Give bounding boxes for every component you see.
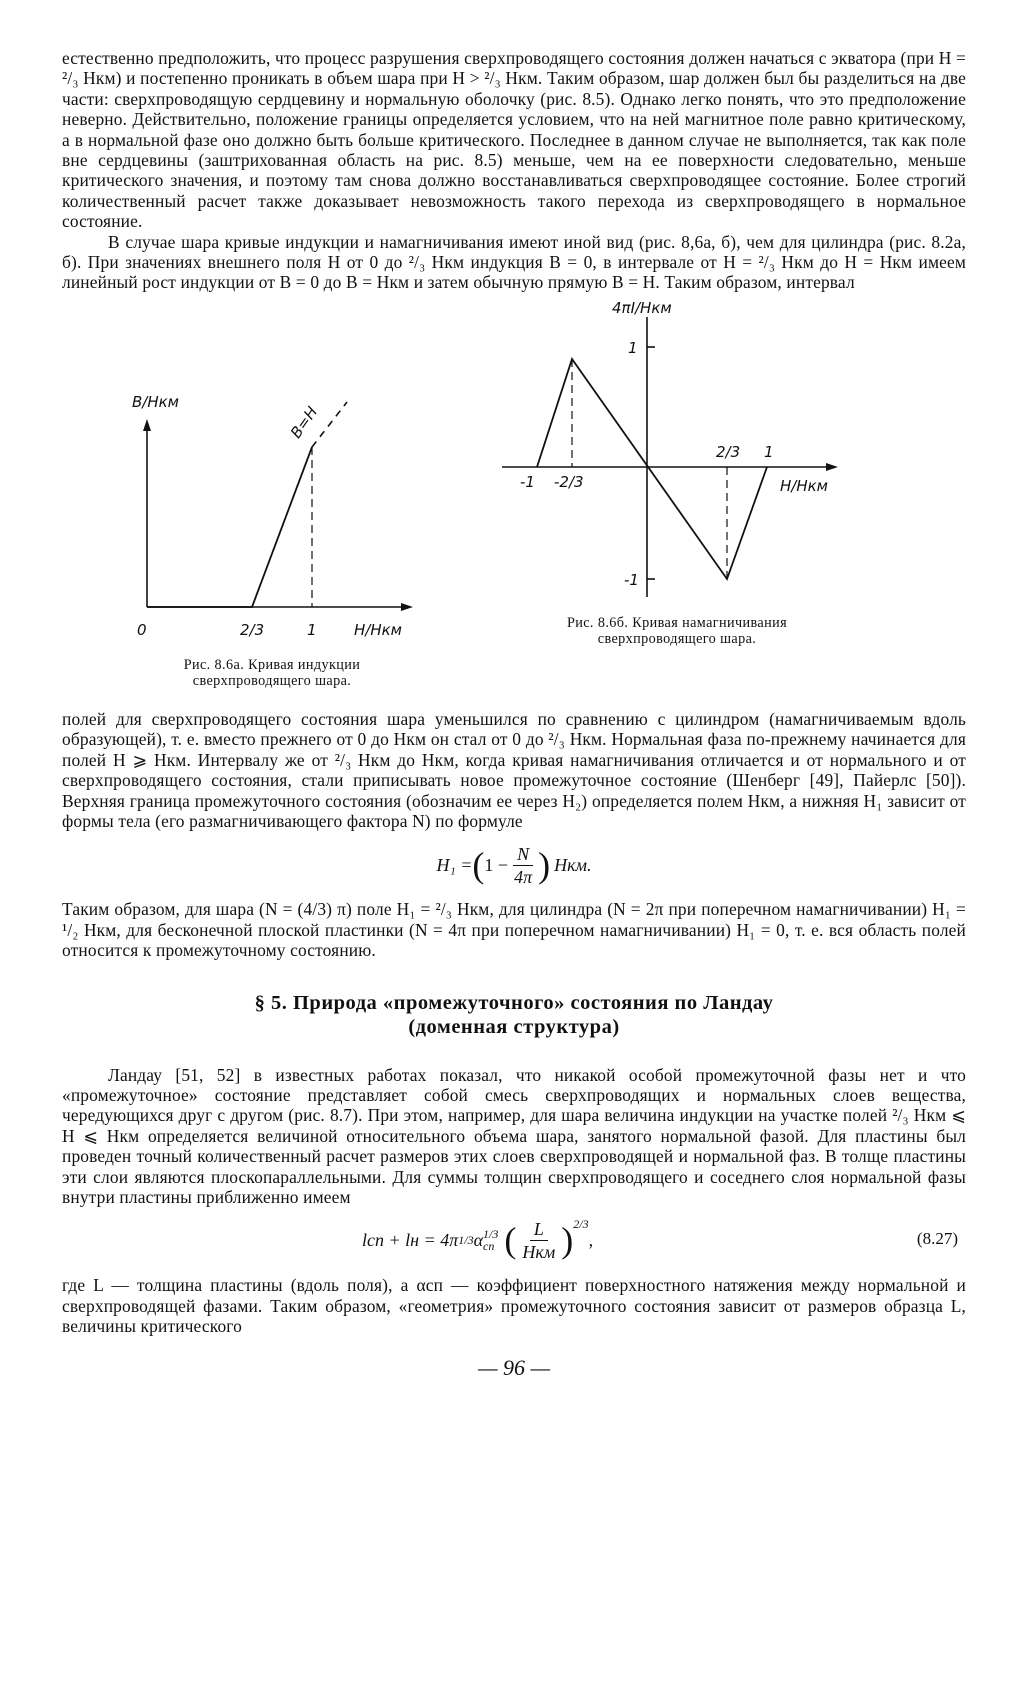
figure-8-6b: [492, 297, 862, 647]
caption-8-6b-line2: сверхпроводящего шара.: [597, 630, 757, 647]
formula-rhs: Hкм.: [554, 854, 592, 875]
line-label: B=H: [286, 403, 322, 442]
tick-2-3: 2/3: [240, 620, 265, 639]
eq-fraction: [518, 1218, 559, 1263]
x-axis-arrow: [826, 463, 838, 471]
formula-one: 1 −: [484, 854, 509, 875]
tick-1: 1: [307, 620, 317, 639]
y-axis-label: 4πI/Hкм: [612, 298, 672, 317]
formula-lhs: H₁ =: [436, 854, 473, 875]
paragraph-6: где L — толщина пластины (вдоль поля), а αсп — коэффициент поверхностного натяжения между нормальной и сверхпроводящей фазами. Таким образом, «геометрия» промежуточного состояния зависит от размеров образца L, величины критического: [62, 1275, 966, 1337]
eq-alpha-sub: сп: [483, 1239, 495, 1254]
section-title-line2: (доменная структура): [408, 1015, 620, 1038]
tick-xm23: -2/3: [554, 472, 584, 491]
eq-tail: ,: [588, 1229, 594, 1250]
tick-xm1: -1: [520, 472, 535, 491]
eq-alpha-power: 1/3: [483, 1227, 499, 1242]
tick-x1: 1: [764, 442, 774, 461]
magnetization-curve-chart: [492, 297, 862, 657]
section-title-line1: § 5. Природа «промежуточного» состояния по Ландау: [254, 991, 774, 1014]
tick-x23: 2/3: [716, 442, 741, 461]
page: [62, 48, 966, 1381]
tick-ym1: -1: [624, 570, 639, 589]
x-axis-label: H/Hкм: [354, 620, 402, 639]
caption-8-6a-line2: сверхпроводящего шара.: [192, 672, 352, 689]
formula-fraction: [510, 843, 536, 888]
eq-lhs: lсп + lн = 4π: [362, 1229, 459, 1250]
eq-paren-close: ): [561, 1220, 574, 1261]
eq-outer-power: 2/3: [573, 1217, 589, 1232]
caption-8-6b-line1: Рис. 8.6б. Кривая намагничивания: [566, 614, 788, 631]
paragraph-3: полей для сверхпроводящего состояния шара уменьшился по сравнению с цилиндром (намагничиваемым вдоль образующей), т. е. вместо прежнего от 0 до Hкм он стал от 0 до ²/₃ Hкм. Нормальная фаза по-прежнему начинается для полей H ⩾ Hкм. Интервалу же от ²/₃ Hкм до Hкм, когда кривая намагничивания отличается и от нормального и от сверхпроводящего состояния, стали приписывать новое промежуточное состояние (Шенберг [49], Пайерлс [50]). Верхняя граница промежуточного состояния (обозначим ее через H₂) определяется полем Hкм, а нижняя H₁ зависит от формы тела (его размагничивающего фактора N) по формуле: [62, 708, 966, 831]
paragraph-4: Таким образом, для шара (N = (4/3) π) поле H₁ = ²/₃ Hкм, для цилиндра (N = 2π при поперечном намагничивании) H₁ = ¹/₂ Hкм, для бесконечной плоской пластинки (N = 4π при поперечном намагничивании) H₁ = 0, т. е. вся область полей относится к промежуточному состоянию.: [62, 899, 966, 961]
eq-num: L: [530, 1218, 548, 1241]
induction-curve-chart: [122, 357, 422, 657]
equation-number: (8.27): [916, 1229, 958, 1249]
figure-8-6a: [122, 357, 422, 689]
equation-body: [362, 1211, 593, 1269]
equation-8-27: [62, 1211, 966, 1269]
paragraph-1: естественно предположить, что процесс разрушения сверхпроводящего состояния должен начаться с экватора (при H = ²/₃ Hкм) и постепенно проникать в объем шара при H > ²/₃ Hкм. Таким образом, шар должен был бы разделиться на две части: сверхпроводящую сердцевину и нормальную оболочку (рис. 8.5). Однако легко понять, что это предположение неверно. Действительно, положение границы определяется условием, что на ней магнитное поле равно критическому, а в нормальной фазе оно должно быть больше критического. Последнее в данном случае не выполняется, так как поле вне сердцевины (заштрихованная область на рис. 8.5) меньше, чем на ее поверхности следовательно, меньше критического значения, и поэтому там снова должно восстанавливаться сверхпроводящее состояние. Более строгий количественный расчет также доказывает невозможность такого перехода из сверхпроводящего в нормальное состояние.: [62, 48, 966, 232]
formula-den: 4π: [514, 866, 533, 887]
induction-curve: [147, 447, 312, 607]
formula-h1: [62, 839, 966, 891]
eq-alpha: α: [473, 1229, 484, 1250]
eq-den: Hкм: [522, 1241, 556, 1262]
line-b-equals-h: [312, 402, 347, 447]
eq-alpha-scripts: [483, 1228, 498, 1252]
page-number: — 96 —: [477, 1354, 551, 1380]
formula-paren-close: ): [538, 845, 551, 886]
figures-8-6: [62, 297, 966, 709]
formula-paren-open: (: [472, 845, 485, 886]
x-axis-label: H/Hкм: [780, 476, 828, 495]
eq-paren-open: (: [504, 1220, 517, 1261]
eq-pi-power: 1/3: [458, 1232, 474, 1247]
formula-num: N: [513, 843, 533, 866]
section-title: [62, 991, 966, 1039]
tick-y1: 1: [628, 338, 638, 357]
tick-0: 0: [137, 620, 147, 639]
paragraph-2: В случае шара кривые индукции и намагничивания имеют иной вид (рис. 8,6а, б), чем для цилиндра (рис. 8.2а, б). При значениях внешнего поля H от 0 до ²/₃ Hкм индукция B = 0, в интервале от H = ²/₃ Hкм до H = Hкм имеем линейный рост индукции от B = 0 до B = Hкм и затем обычную прямую B = H. Таким образом, интервал: [62, 231, 966, 293]
y-axis-arrow: [143, 419, 151, 431]
y-axis-label: B/Hкм: [132, 392, 179, 411]
caption-8-6a-line1: Рис. 8.6а. Кривая индукции: [183, 656, 361, 673]
paragraph-5: Ландау [51, 52] в известных работах показал, что никакой особой промежуточной фазы нет и что «промежуточное» состояние представляет собой смесь сверхпроводящих и нормальных слоев вещества, чередующихся друг с другом (рис. 8.7). При этом, например, для шара величина индукции на участке полей ²/₃ Hкм ⩽ H ⩽ Hкм определяется величиной относительного объема шара, занятого нормальной фазой. Для пластины был проведен точный количественный расчет размеров этих слоев сверхпроводящей и нормальной фаз. В толще пластины эти слои являются плоскопараллельными. Для суммы толщин сверхпроводящего и соседнего слоя нормальной фазы внутри пластины приближенно имеем: [62, 1064, 966, 1207]
x-axis-arrow: [401, 603, 413, 611]
